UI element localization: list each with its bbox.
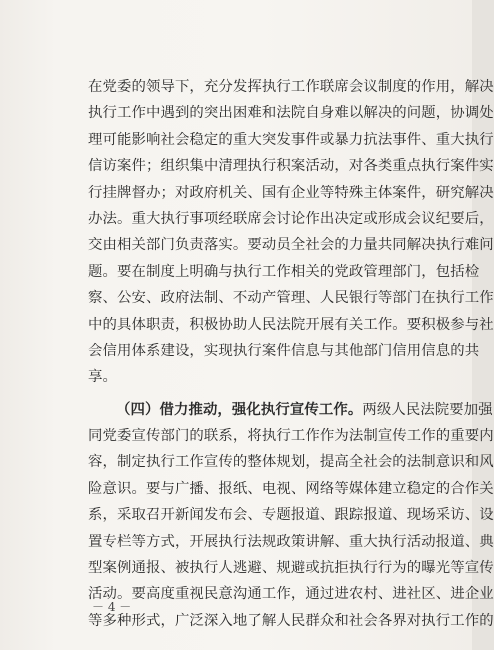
paragraph-2 — [88, 397, 494, 635]
page-number-text: － 4 － — [92, 600, 132, 614]
text-line: 险意识。要与广播、报纸、电视、网络等媒体建立稳定的合作关 — [88, 480, 494, 497]
text-line: 交由相关部门负责落实。要动员全社会的力量共同解决执行难问 — [88, 237, 494, 254]
section-heading: （四）借力推动，强化执行宣传工作。 — [116, 400, 363, 418]
body-text — [88, 74, 494, 634]
text-line: 同党委宣传部门的联系，将执行工作作为法制宣传工作的重要内 — [88, 428, 494, 445]
text-line — [88, 397, 493, 423]
text-line: 信访案件；组织集中清理执行积案活动，对各类重点执行案件实 — [88, 158, 494, 175]
text-line: 会信用体系建设，实现执行案件信息与其他部门信用信息的共 — [88, 342, 480, 359]
text-line: 中的具体职责，积极协助人民法院开展有关工作。要积极参与社 — [88, 316, 494, 333]
text-line: 察、公安、政府法制、不动产管理、人民银行等部门在执行工作 — [88, 290, 494, 307]
text-line: 置专栏等方式，开展执行法规政策讲解、重大执行活动报道、典 — [88, 533, 494, 550]
text-line: 活动。要高度重视民意沟通工作，通过进农村、进社区、进企业 — [88, 586, 494, 603]
text-line: 享。 — [88, 369, 117, 386]
text-line: 系，采取召开新闻发布会、专题报道、跟踪报道、现场采访、设 — [88, 507, 494, 524]
text-line: 执行工作中遇到的突出困难和法院自身难以解决的问题，协调处 — [88, 105, 494, 122]
text-line: 在党委的领导下，充分发挥执行工作联席会议制度的作用，解决 — [88, 79, 494, 95]
paragraph-1 — [88, 74, 494, 391]
text-line: 理可能影响社会稳定的重大突发事件或暴力抗法事件、重大执行 — [88, 131, 494, 148]
text-line: 题。要在制度上明确与执行工作相关的党政管理部门，包括检 — [88, 263, 480, 280]
text-line: 行挂牌督办；对政府机关、国有企业等特殊主体案件，研究解决 — [88, 184, 494, 201]
text-line: 型案例通报、被执行人逃避、规避或抗拒执行行为的曝光等宣传 — [88, 560, 494, 577]
text-line: 等多种形式，广泛深入地了解人民群众和社会各界对执行工作的 — [88, 612, 494, 629]
text-line: 办法。重大执行事项经联席会讨论作出决定或形成会议纪要后， — [88, 210, 494, 227]
text-line: 容，制定执行工作宣传的整体规划，提高全社会的法制意识和风 — [88, 454, 494, 471]
text-line-rest: 两级人民法院要加强 — [362, 401, 493, 418]
